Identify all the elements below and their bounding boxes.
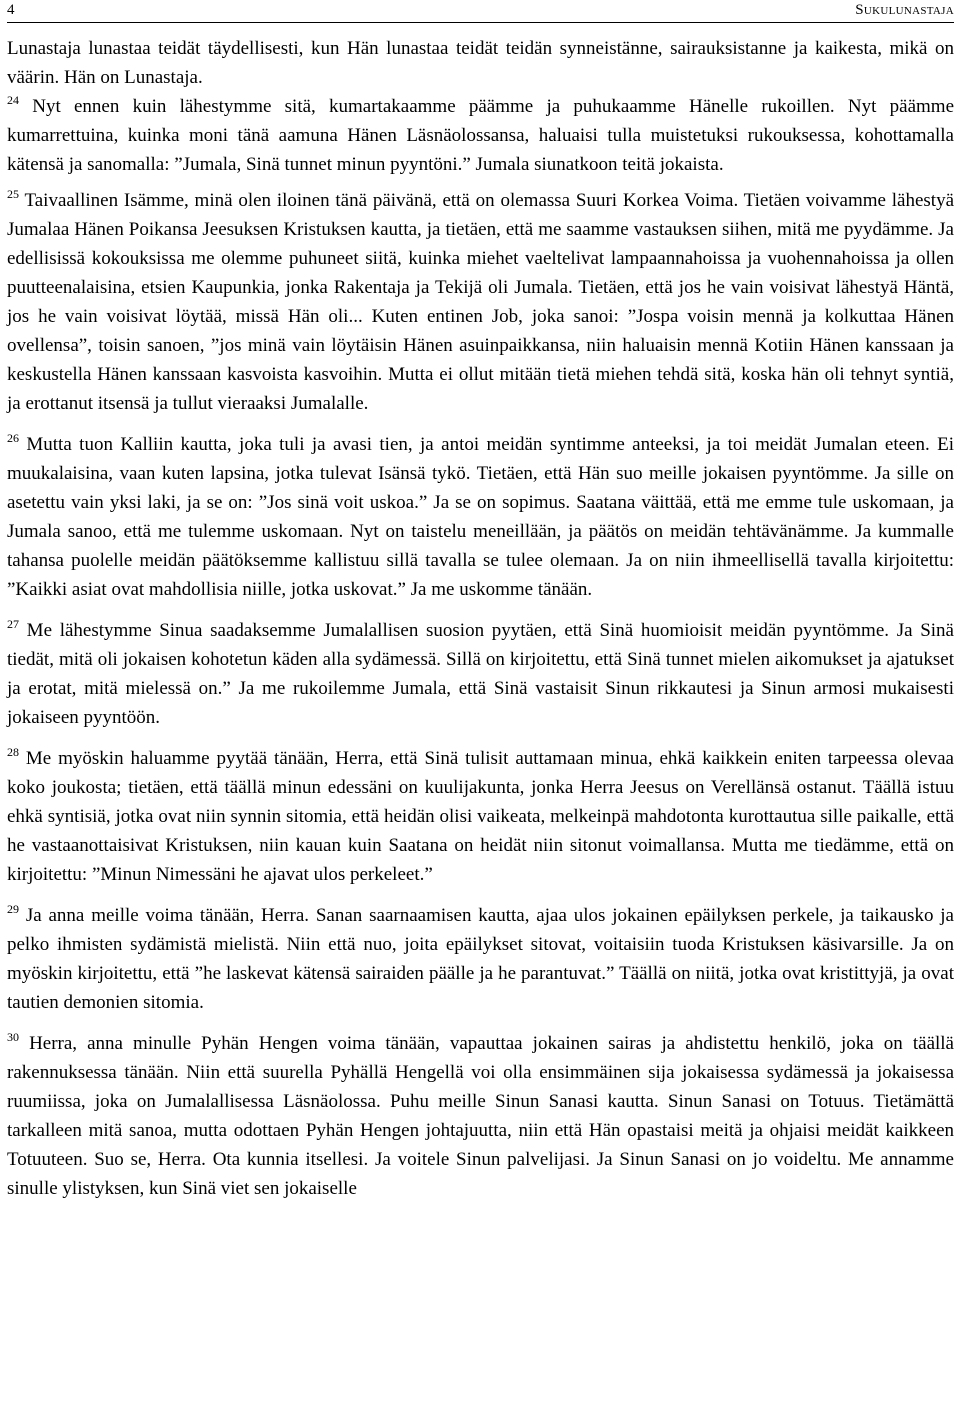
paragraph-verse-28 (7, 744, 954, 889)
paragraph-text: Me myöskin haluamme pyytää tänään, Herra, että Sinä tulisit auttamaan minua, ehkä kaikkein eniten tarpeessa olevaa koko joukosta; tietäen, että täällä minun edessäni on kuulijakunta, jonka Herra Jeesus on Verellänsä ostanut. Täällä istuu ehkä syntisiä, jotka ovat niin synnin sitomia, että heidän olisi vaikeata, melkeinpä mahdotonta kurottautua sille paikalle, että he vastaanottaisivat Kristuksen, niin kauan kuin Saatana on heidät niin sitonut voimallansa. Mutta me tiedämme, että on kirjoitettu: ”Minun Nimessäni he ajavat ulos perkeleet.” (7, 748, 954, 885)
paragraph-text: Mutta tuon Kalliin kautta, joka tuli ja avasi tien, ja antoi meidän syntimme anteeksi, ja toi meidät Jumalan eteen. Ei muukalaisina, vaan kuten lapsina, jotka tulevat Isänsä tykö. Tietäen, että Hän suo meille jokaisen pyyntömme. Ja sille on asetettu vain yksi laki, ja se on: ”Jos sinä voit uskoa.” Ja se on sopimus. Saatana väittää, että me emme tule uskomaan, ja Jumala sanoo, että me tulemme uskomaan. Nyt on taistelu meneillään, ja päätös on meidän tehtävänämme. Ja kummalle tahansa puolelle meidän päätöksemme kallistuu sillä tavalla se tulee olemaan. Ja on niin ihmeellisellä tavalla kirjoitettu: ”Kaikki asiat ovat mahdollisia niille, jotka uskovat.” Ja me uskomme tänään. (7, 434, 954, 600)
paragraph-text: Herra, anna minulle Pyhän Hengen voima tänään, vapauttaa jokainen sairas ja ahdistettu henkilö, joka on täällä rakennuksessa tänään. Niin että suurella Pyhällä Hengellä voi olla ensimmäinen sija jokaisessa sydämessä ja jokaisessa ruumiissa, joka on Jumalallisessa Läsnäolossa. Puhu meille Sinun Sanasi kautta. Sinun Sanasi on Totuus. Tietämättä tarkalleen mitä sanoa, mutta odottaen Pyhän Hengen johtajuutta, niin että Hän opastaisi meitä ja ohjaisi meidät kaikkeen Totuuteen. Suo se, Herra. Ota kunnia itsellesi. Ja voitele Sinun palvelijasi. Ja Sinun Sanasi on jo voideltu. Me annamme sinulle ylistyksen, kun Sinä viet sen jokaiselle (7, 1033, 954, 1199)
paragraph-verse-24 (7, 92, 954, 179)
verse-number: 25 (7, 187, 19, 201)
verse-number: 27 (7, 617, 19, 631)
verse-number: 28 (7, 745, 19, 759)
paragraph-verse-30 (7, 1029, 954, 1203)
verse-number: 29 (7, 902, 19, 916)
paragraph-text: Ja anna meille voima tänään, Herra. Sanan saarnaamisen kautta, ajaa ulos jokainen epäilyksen perkele, ja taikausko ja pelko ihmisten sydämistä mielistä. Niin että nuo, joita epäilykset sitovat, voitaisiin tuoda Kristuksen käsivarsille. Ja on myöskin kirjoitettu, että ”he laskevat kätensä sairaiden päälle ja he parantuvat.” Täällä on niitä, jotka ovat kristittyjä, ja ovat tautien demonien sitomia. (7, 905, 954, 1013)
paragraph-text: Me lähestymme Sinua saadaksemme Jumalallisen suosion pyytäen, että Sinä huomioisit meidän pyyntömme. Ja Sinä tiedät, mitä oli jokaisen kohotetun käden alla sydämessä. Sillä on kirjoitettu, että Sinä tunnet mielen aikomukset ja ajatukset ja erotat, mitä mielessä on.” Ja me rukoilemme Jumala, että Sinä vastaisit Sinun rikkautesi ja Sinun armosi mukaisesti jokaiseen pyyntöön. (7, 620, 954, 728)
paragraph-verse-25 (7, 186, 954, 418)
paragraph-verse-29 (7, 901, 954, 1017)
verse-number: 24 (7, 93, 19, 107)
running-header (7, 0, 954, 23)
running-title: Sukulunastaja (855, 2, 954, 18)
page-number: 4 (7, 2, 15, 18)
paragraph (7, 34, 954, 92)
verse-number: 30 (7, 1030, 19, 1044)
paragraph-text: Nyt ennen kuin lähestymme sitä, kumartakaamme päämme ja puhukaamme Hänelle rukoillen. Nyt päämme kumarrettuina, kuinka moni tänä aamuna Hänen Läsnäolossansa, haluaisi tulla muistetuksi rukouksessa, kohottamalla kätensä ja sanomalla: ”Jumala, Sinä tunnet minun pyyntöni.” Jumala siunatkoon teitä jokaista. (7, 96, 954, 175)
paragraph-verse-26 (7, 430, 954, 604)
verse-number: 26 (7, 431, 19, 445)
body-text (7, 34, 954, 1203)
paragraph-text: Lunastaja lunastaa teidät täydellisesti, kun Hän lunastaa teidät teidän synneistänne, sairauksistanne ja kaikesta, mikä on väärin. Hän on Lunastaja. (7, 38, 954, 88)
paragraph-text: Taivaallinen Isämme, minä olen iloinen tänä päivänä, että on olemassa Suuri Korkea Voima. Tietäen voivamme lähestyä Jumalaa Hänen Poikansa Jeesuksen Kristuksen kautta, ja tietäen, että me saamme vastauksen siihen, mitä me pyydämme. Ja edellisissä kokouksissa me olemme puhuneet siitä, kuinka miehet vaeltelivat lampaannahoissa ja vuohennahoissa ja ollen puutteenalaisina, etsien Kaupunkia, jonka Rakentaja ja Tekijä oli Jumala. Tietäen, että jos he vain voisivat lähestyä Häntä, jos he vain voisivat löytää, missä Hän oli... Kuten entinen Job, joka sanoi: ”Jospa voisin mennä ja kolkuttaa Hänen ovellensa”, toisin sanoen, ”jos minä vain löytäisin Hänen asuinpaikkansa, niin haluaisin mennä Kotiin Hänen kanssaan ja keskustella Hänen kanssaan kasvoista kasvoihin. Mutta ei ollut mitään tietä miehen tehdä sitä, koska hän oli tehnyt syntiä, ja erottanut itsensä ja tullut vieraaksi Jumalalle. (7, 190, 954, 414)
paragraph-verse-27 (7, 616, 954, 732)
